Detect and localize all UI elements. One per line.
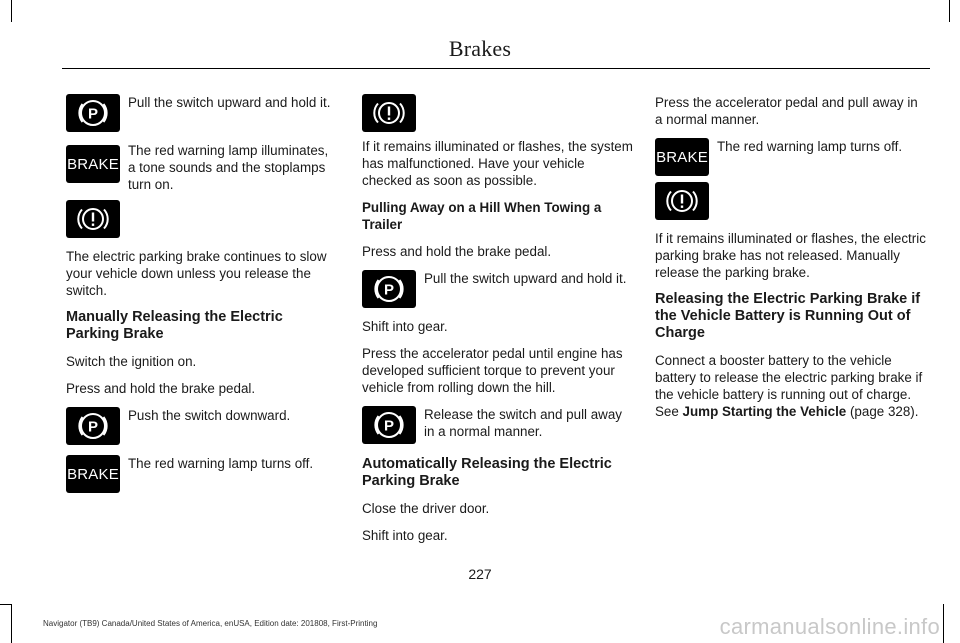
brake-system-warning-icon: [655, 182, 709, 220]
step-text: The red warning lamp turns off.: [128, 456, 314, 471]
icon-row: [362, 94, 634, 138]
column-1: [66, 94, 338, 493]
parking-brake-switch-icon: [66, 407, 120, 445]
crop-mark-bottom-left-v: [11, 604, 12, 643]
page-title: Brakes: [448, 36, 512, 61]
parking-brake-switch-icon: [362, 406, 416, 444]
step-text: Pull the switch upward and hold it.: [128, 95, 331, 110]
step-row: [66, 142, 338, 200]
icon-row: [66, 200, 338, 248]
paragraph: If it remains illuminated or flashes, the system has malfunctioned. Have your vehicle checked as soon as possible.: [362, 139, 633, 188]
parking-brake-switch-icon: [66, 94, 120, 132]
section-heading: Manually Releasing the Electric Parking Brake: [66, 309, 283, 342]
step-row: [362, 270, 634, 318]
paragraph: Press the accelerator pedal until engine has developed sufficient torque to prevent your vehicle from rolling down the hill.: [362, 346, 623, 395]
paragraph: Press and hold the brake pedal.: [362, 244, 552, 259]
crop-mark-bottom-left-h: [0, 604, 12, 605]
paragraph: Press the accelerator pedal and pull away in a normal manner.: [655, 95, 918, 127]
paragraph: The electric parking brake continues to slow your vehicle down unless you release the switch.: [66, 249, 327, 298]
step-row: [362, 406, 634, 456]
step-text: Push the switch downward.: [128, 408, 291, 423]
paragraph: Switch the ignition on.: [66, 354, 197, 369]
step-row: [655, 138, 927, 182]
brake-warning-lamp-icon: BRAKE: [66, 455, 120, 493]
brake-system-warning-icon: [362, 94, 416, 132]
header-divider: [62, 68, 930, 69]
step-row: [66, 94, 338, 142]
icon-row: [655, 182, 927, 230]
cross-reference-link[interactable]: Jump Starting the Vehicle: [682, 404, 847, 419]
paragraph: If it remains illuminated or flashes, the electric parking brake has not released. Manually release the parking brake.: [655, 231, 926, 280]
crop-mark-bottom-right-v: [943, 604, 944, 643]
brake-system-warning-icon: [66, 200, 120, 238]
parking-brake-switch-icon: [362, 270, 416, 308]
step-text: Pull the switch upward and hold it.: [424, 271, 627, 286]
crop-mark-top-right: [949, 0, 950, 22]
paragraph: Close the driver door.: [362, 501, 490, 516]
svg-text:P: P: [87, 105, 99, 123]
paragraph: Shift into gear.: [362, 319, 448, 334]
section-heading: Releasing the Electric Parking Brake if the Vehicle Battery is Running Out of Charge: [655, 291, 921, 341]
column-2: [362, 94, 634, 554]
column-3: [655, 94, 927, 430]
step-text: The red warning lamp illuminates, a tone sounds and the stoplamps turn on.: [128, 143, 329, 192]
svg-text:P: P: [87, 418, 99, 436]
step-text: Release the switch and pull away in a normal manner.: [424, 407, 622, 439]
footer-edition-info: Navigator (TB9) Canada/United States of America, enUSA, Edition date: 201808, First-Printing: [43, 619, 378, 628]
section-heading: Pulling Away on a Hill When Towing a Trailer: [362, 200, 602, 232]
watermark: carmanualsonline.info: [719, 614, 940, 639]
step-row: [66, 455, 338, 493]
step-row: [66, 407, 338, 455]
svg-text:P: P: [383, 281, 395, 299]
brake-warning-lamp-icon: BRAKE: [655, 138, 709, 176]
crop-mark-top-left: [11, 0, 12, 22]
section-heading: Automatically Releasing the Electric Parking Brake: [362, 456, 612, 489]
page-number: 227: [468, 566, 492, 582]
paragraph: Connect a booster battery to the vehicle battery to release the electric parking brake if the vehicle battery is running out of charge. See Jump Starting the Vehicle (page 328).: [655, 353, 923, 419]
svg-text:P: P: [383, 417, 395, 435]
step-text: The red warning lamp turns off.: [717, 139, 903, 154]
brake-warning-lamp-icon: BRAKE: [66, 145, 120, 183]
paragraph: Press and hold the brake pedal.: [66, 381, 256, 396]
paragraph: Shift into gear.: [362, 528, 448, 543]
